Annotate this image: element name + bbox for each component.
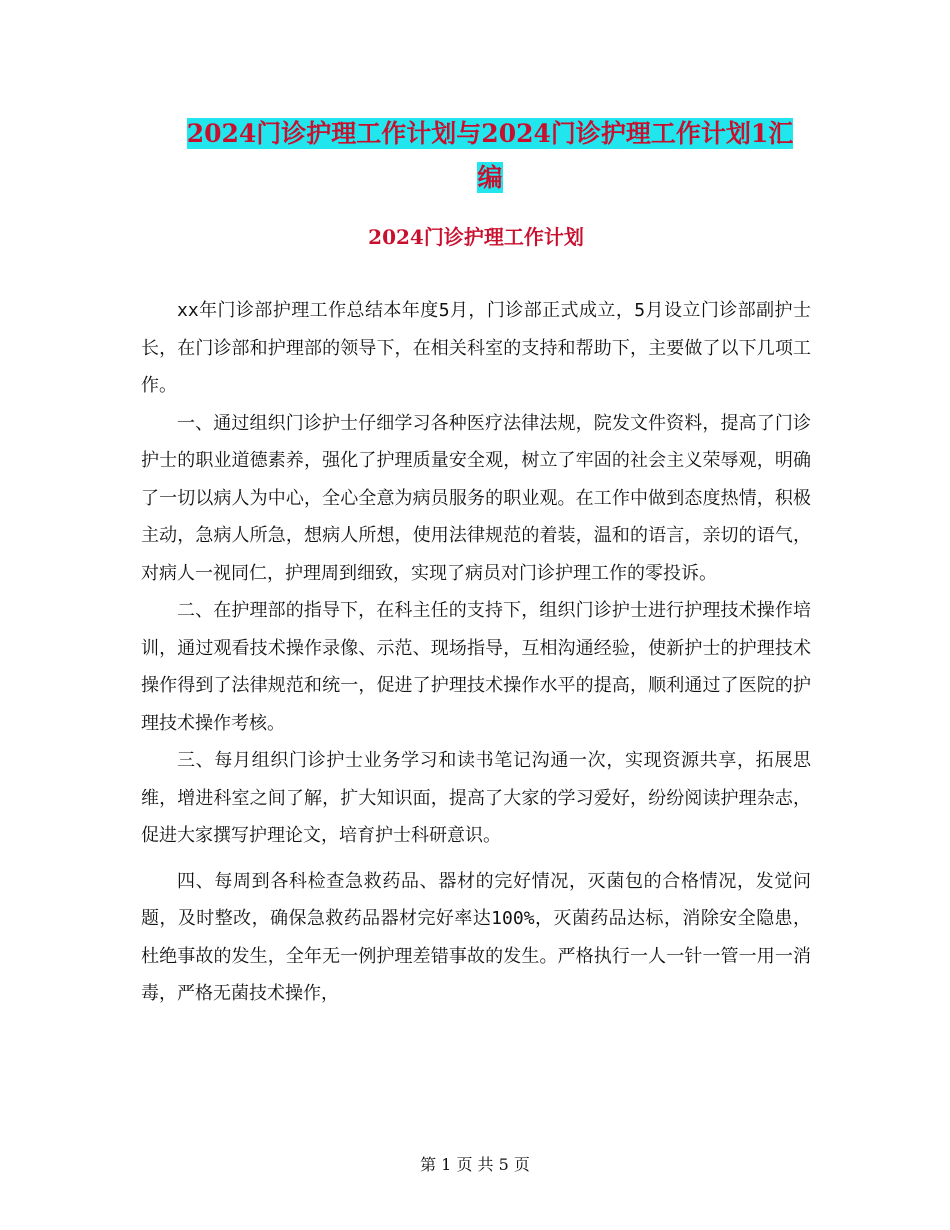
paragraph-item-2: 二、在护理部的指导下，在科主任的支持下，组织门诊护士进行护理技术操作培训，通过观看技术操作录像、示范、现场指导，互相沟通经验，使新护士的护理技术操作得到了法律规范和统一，促进了护理技术操作水平的提高，顺利通过了医院的护理技术操作考核。 [141, 600, 811, 734]
document-title-line-2: 编 [477, 163, 503, 192]
paragraph-item-4: 四、每周到各科检查急救药品、器材的完好情况，灭菌包的合格情况，发觉问题，及时整改，确保急救药品器材完好率达100%，灭菌药品达标，消除安全隐患，杜绝事故的发生，全年无一例护理差错事故的发生。严格执行一人一针一管一用一消毒，严格无菌技术操作， [141, 870, 811, 1004]
paragraph-item-3: 三、每月组织门诊护士业务学习和读书笔记沟通一次，实现资源共享，拓展思维，增进科室之间了解，扩大知识面，提高了大家的学习爱好，纷纷阅读护理杂志，促进大家撰写护理论文，培育护士科研意识。 [141, 750, 811, 846]
paragraph-intro: xx年门诊部护理工作总结本年度5月，门诊部正式成立，5月设立门诊部副护士长，在门诊部和护理部的领导下，在相关科室的支持和帮助下，主要做了以下几项工作。 [141, 300, 811, 396]
document-title-line-1: 2024门诊护理工作计划与2024门诊护理工作计划1汇 [186, 119, 794, 148]
page-footer: 第 1 页 共 5 页 [420, 1155, 530, 1174]
section-title: 2024门诊护理工作计划 [368, 225, 584, 249]
document-body [141, 292, 811, 1013]
document-title [140, 112, 840, 200]
paragraph-item-1: 一、通过组织门诊护士仔细学习各种医疗法律法规，院发文件资料，提高了门诊护士的职业道德素养，强化了护理质量安全观，树立了牢固的社会主义荣辱观，明确了一切以病人为中心，全心全意为病员服务的职业观。在工作中做到态度热情，积极主动，急病人所急，想病人所想，使用法律规范的着装，温和的语言，亲切的语气，对病人一视同仁，护理周到细致，实现了病员对门诊护理工作的零投诉。 [141, 412, 811, 584]
